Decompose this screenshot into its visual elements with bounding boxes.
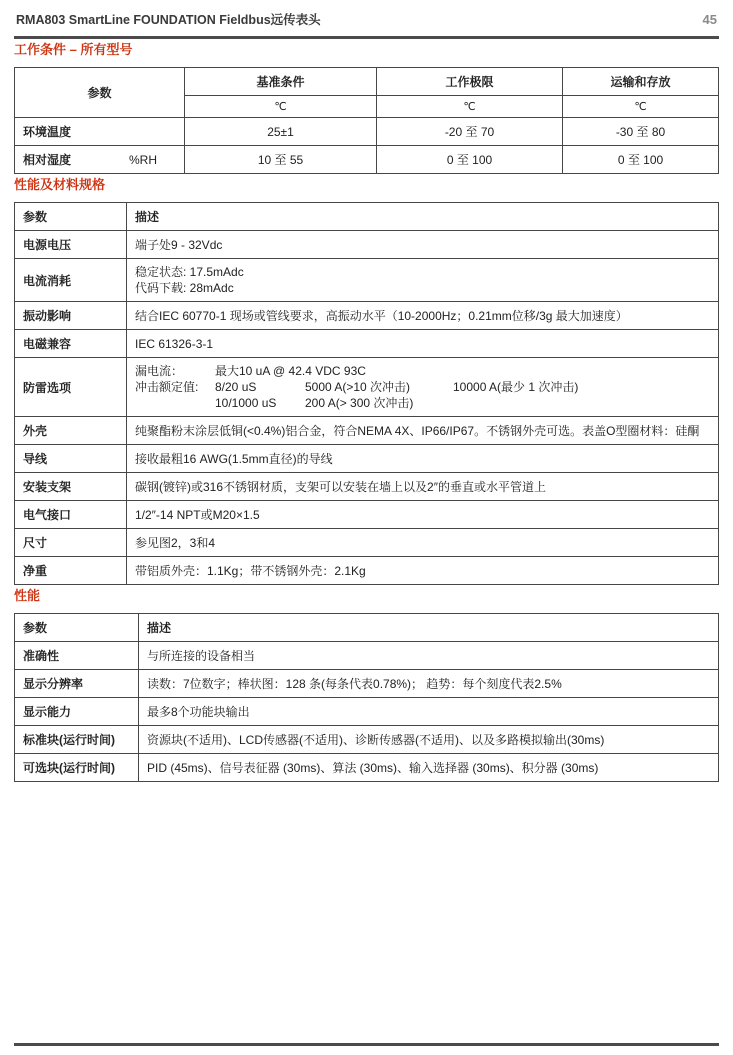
col-header-param: 参数 bbox=[15, 68, 185, 118]
table-row bbox=[15, 417, 719, 445]
table-row bbox=[15, 445, 719, 473]
surge-leak-label: 漏电流： bbox=[135, 364, 184, 378]
table-row bbox=[15, 330, 719, 358]
value-cell: 0 至 100 bbox=[563, 146, 719, 174]
desc-cell bbox=[127, 358, 719, 417]
param-unit: %RH bbox=[129, 153, 158, 167]
table-row bbox=[15, 726, 719, 754]
value-cell: -20 至 70 bbox=[377, 118, 563, 146]
col-header-operating-limit: 工作极限 bbox=[377, 68, 563, 96]
unit-cell: ℃ bbox=[377, 96, 563, 118]
table-row bbox=[15, 557, 719, 585]
param-label: 环境温度 bbox=[23, 125, 72, 139]
table-row bbox=[15, 529, 719, 557]
table-row bbox=[15, 358, 719, 417]
desc-line: 代码下载: 28mAdc bbox=[135, 281, 234, 295]
surge-leak-value: 最大10 uA @ 42.4 VDC 93C bbox=[215, 364, 366, 378]
table-row bbox=[15, 302, 719, 330]
param-label: 相对湿度 bbox=[23, 153, 72, 167]
desc-cell: 带铝质外壳：1.1Kg；带不锈钢外壳：2.1Kg bbox=[127, 557, 719, 585]
surge-rating-2: 10000 A(最少 1 次冲击) bbox=[453, 380, 579, 394]
page-header bbox=[14, 8, 719, 36]
col-header-desc: 描述 bbox=[139, 614, 719, 642]
table-row bbox=[15, 642, 719, 670]
param-cell: 电源电压 bbox=[15, 231, 127, 259]
value-cell: -30 至 80 bbox=[563, 118, 719, 146]
param-cell: 振动影响 bbox=[15, 302, 127, 330]
col-header-transport-storage: 运输和存放 bbox=[563, 68, 719, 96]
param-cell bbox=[15, 118, 185, 146]
unit-cell: ℃ bbox=[185, 96, 377, 118]
table-row bbox=[15, 501, 719, 529]
footer-rule bbox=[14, 1043, 719, 1046]
page-number: 45 bbox=[702, 12, 717, 27]
surge-line-1 bbox=[135, 363, 710, 379]
desc-cell bbox=[127, 259, 719, 302]
surge-rating-1: 5000 A(>10 次冲击) bbox=[305, 380, 411, 394]
surge-rating-label: 冲击额定值: bbox=[135, 380, 199, 394]
table-row bbox=[15, 231, 719, 259]
col-header-param: 参数 bbox=[15, 614, 139, 642]
desc-cell: 与所连接的设备相当 bbox=[139, 642, 719, 670]
desc-cell: 端子处9 - 32Vdc bbox=[127, 231, 719, 259]
table-row bbox=[15, 473, 719, 501]
desc-cell: 参见图2，3和4 bbox=[127, 529, 719, 557]
desc-cell: IEC 61326-3-1 bbox=[127, 330, 719, 358]
param-cell: 净重 bbox=[15, 557, 127, 585]
surge-waveform: 10/1000 uS bbox=[215, 396, 277, 410]
desc-cell: 读数：7位数字；棒状图：128 条(每条代表0.78%)； 趋势：每个刻度代表2.5% bbox=[139, 670, 719, 698]
param-cell: 尺寸 bbox=[15, 529, 127, 557]
surge-line-3 bbox=[135, 395, 710, 411]
param-cell: 安装支架 bbox=[15, 473, 127, 501]
surge-line-2 bbox=[135, 379, 710, 395]
materials-table bbox=[14, 202, 719, 585]
desc-cell: 碳钢(镀锌)或316不锈钢材质，支架可以安装在墙上以及2″的垂直或水平管道上 bbox=[127, 473, 719, 501]
param-cell: 准确性 bbox=[15, 642, 139, 670]
section-title-operating-conditions: 工作条件 – 所有型号 bbox=[14, 42, 133, 57]
param-cell: 电磁兼容 bbox=[15, 330, 127, 358]
param-cell: 电气接口 bbox=[15, 501, 127, 529]
col-header-desc: 描述 bbox=[127, 203, 719, 231]
desc-cell: 纯聚酯粉末涂层低铜(<0.4%)铝合金，符合NEMA 4X、IP66/IP67。不锈钢外壳可选。表盖O型圈材料：硅酮 bbox=[127, 417, 719, 445]
header-title: RMA803 SmartLine FOUNDATION Fieldbus远传表头 bbox=[16, 13, 321, 27]
desc-cell: 接收最粗16 AWG(1.5mm直径)的导线 bbox=[127, 445, 719, 473]
param-cell: 可选块(运行时间) bbox=[15, 754, 139, 782]
desc-line: 稳定状态: 17.5mAdc bbox=[135, 265, 244, 279]
param-cell: 显示能力 bbox=[15, 698, 139, 726]
section-title-performance: 性能 bbox=[14, 588, 41, 603]
desc-cell: 1/2″-14 NPT或M20×1.5 bbox=[127, 501, 719, 529]
param-cell: 导线 bbox=[15, 445, 127, 473]
param-cell: 标准块(运行时间) bbox=[15, 726, 139, 754]
surge-waveform: 8/20 uS bbox=[215, 380, 257, 394]
table-row bbox=[15, 146, 719, 174]
desc-cell: 结合IEC 60770-1 现场或管线要求，高振动水平（10-2000Hz；0.21mm位移/3g 最大加速度） bbox=[127, 302, 719, 330]
param-cell: 防雷选项 bbox=[15, 358, 127, 417]
value-cell: 10 至 55 bbox=[185, 146, 377, 174]
table-header-row bbox=[15, 68, 719, 96]
param-cell: 外壳 bbox=[15, 417, 127, 445]
value-cell: 0 至 100 bbox=[377, 146, 563, 174]
operating-conditions-table bbox=[14, 67, 719, 174]
desc-cell: 最多8个功能块输出 bbox=[139, 698, 719, 726]
table-row bbox=[15, 670, 719, 698]
param-cell bbox=[15, 146, 185, 174]
col-header-param: 参数 bbox=[15, 203, 127, 231]
surge-rating-3: 200 A(> 300 次冲击) bbox=[305, 396, 414, 410]
desc-cell: PID (45ms)、信号表征器 (30ms)、算法 (30ms)、输入选择器 (30ms)、积分器 (30ms) bbox=[139, 754, 719, 782]
desc-cell: 资源块(不适用)、LCD传感器(不适用)、诊断传感器(不适用)、以及多路模拟输出(30ms) bbox=[139, 726, 719, 754]
table-row bbox=[15, 698, 719, 726]
table-row bbox=[15, 118, 719, 146]
param-cell: 显示分辨率 bbox=[15, 670, 139, 698]
table-row bbox=[15, 259, 719, 302]
table-header-row bbox=[15, 614, 719, 642]
performance-table bbox=[14, 613, 719, 782]
param-cell: 电流消耗 bbox=[15, 259, 127, 302]
col-header-reference: 基准条件 bbox=[185, 68, 377, 96]
unit-cell: ℃ bbox=[563, 96, 719, 118]
table-header-row bbox=[15, 203, 719, 231]
value-cell: 25±1 bbox=[185, 118, 377, 146]
table-row bbox=[15, 754, 719, 782]
section-title-materials: 性能及材料规格 bbox=[14, 177, 106, 192]
